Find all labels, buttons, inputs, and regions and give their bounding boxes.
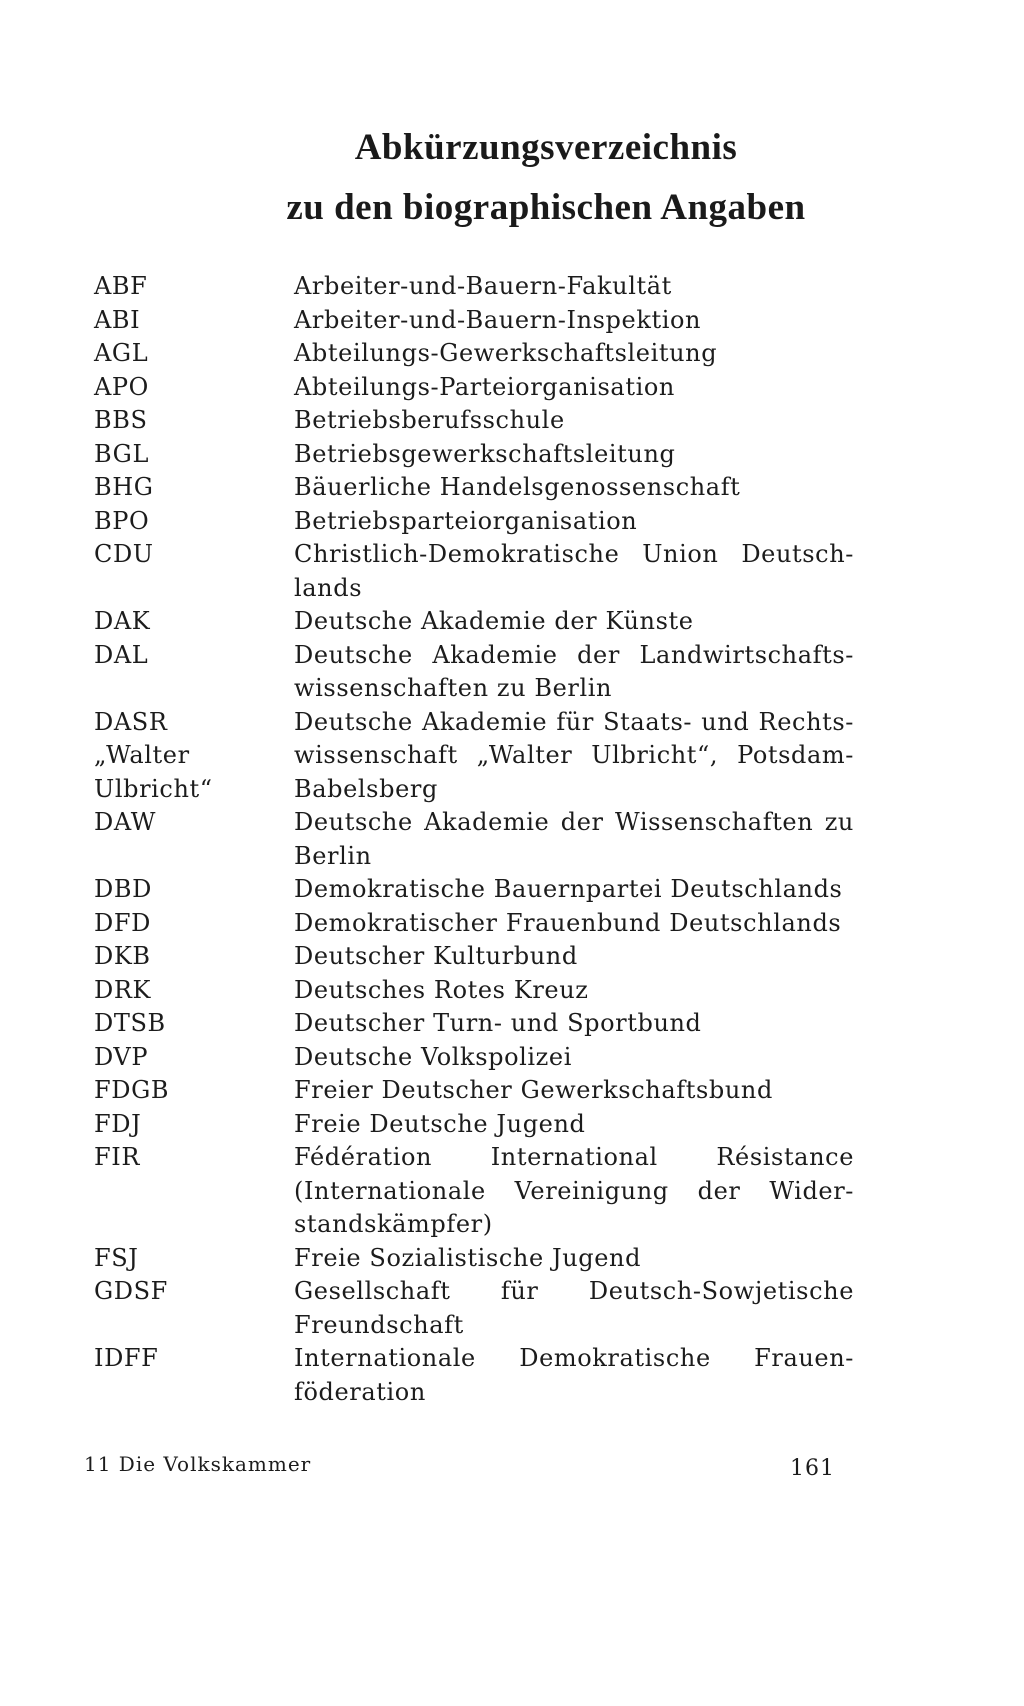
description-line: Deutscher Turn- und Sportbund xyxy=(294,1009,702,1037)
abbreviation: DAL xyxy=(94,640,149,669)
abbreviation-description xyxy=(294,974,854,1008)
abbreviation-entry xyxy=(94,1275,894,1342)
abbreviation-entry xyxy=(94,940,894,974)
description-line: Internationale Demokratische Frauen- xyxy=(294,1344,854,1372)
page-subtitle: zu den biographischen Angaben xyxy=(286,187,806,228)
page-number: 161 xyxy=(790,1456,835,1481)
description-line: Betriebsgewerkschaftsleitung xyxy=(294,439,676,468)
abbreviation-description xyxy=(294,706,854,807)
abbreviation-entry xyxy=(94,371,894,405)
footer-signature: 11 Die Volkskammer xyxy=(84,1452,312,1476)
description-line: standskämpfer) xyxy=(294,1210,493,1238)
abbreviation-entry xyxy=(94,974,894,1008)
description-line: wissenschaften zu Berlin xyxy=(294,674,613,702)
abbreviation-description xyxy=(294,605,854,639)
abbreviation-entry xyxy=(94,639,894,706)
abbreviation: FDJ xyxy=(94,1109,142,1138)
abbreviation: DAW xyxy=(94,808,157,836)
abbreviation: FIR xyxy=(94,1143,141,1171)
abbreviation: CDU xyxy=(94,540,154,568)
description-line: Deutsche Akademie für Staats- und Rechts- xyxy=(294,707,854,736)
description-line: Christlich-Demokratische Union Deutsch- xyxy=(294,540,854,568)
description-line: Demokratische Bauernpartei Deutschlands xyxy=(294,875,843,903)
abbreviation-entry xyxy=(94,706,894,807)
description-line: Freundschaft xyxy=(294,1310,464,1339)
abbreviation-entry xyxy=(94,505,894,539)
description-line: Bäuerliche Handelsgenossenschaft xyxy=(294,473,741,501)
description-line: Betriebsberufsschule xyxy=(294,406,565,434)
abbreviation-description xyxy=(294,907,854,941)
description-line: Deutsches Rotes Kreuz xyxy=(294,975,589,1004)
abbreviation-description xyxy=(294,873,854,907)
abbreviation-entry xyxy=(94,404,894,438)
abbreviation: DVP xyxy=(94,1042,149,1071)
description-line: Deutsche Akademie der Wissenschaften zu xyxy=(294,808,854,836)
abbreviation: DAK xyxy=(94,607,151,635)
abbreviation-entry xyxy=(94,1242,894,1276)
abbreviation-description xyxy=(294,639,854,706)
page-title: Abkürzungsverzeichnis xyxy=(354,127,738,168)
abbreviation: GDSF xyxy=(94,1277,168,1305)
abbreviation-entry xyxy=(94,605,894,639)
description-line: Gesellschaft für Deutsch-Sowjetische xyxy=(294,1277,854,1305)
abbreviation-description xyxy=(294,505,854,539)
abbreviation-description xyxy=(294,538,854,605)
abbreviation: DKB xyxy=(94,942,151,970)
abbreviation-entry xyxy=(94,1074,894,1108)
abbreviation-entry xyxy=(94,873,894,907)
abbreviation: BPO xyxy=(94,506,150,535)
abbreviation-entry xyxy=(94,1108,894,1142)
abbreviation-entry xyxy=(94,1141,894,1242)
abbreviation: DRK xyxy=(94,975,152,1004)
description-line: Demokratischer Frauenbund Deutschlands xyxy=(294,908,842,937)
description-line: Fédération International Résistance xyxy=(294,1143,854,1171)
abbreviation: IDFF xyxy=(94,1344,159,1372)
abbreviation-list xyxy=(94,270,894,1409)
description-line: Arbeiter-und-Bauern-Inspektion xyxy=(294,305,702,334)
abbreviation: DTSB xyxy=(94,1009,166,1037)
description-line: Freie Deutsche Jugend xyxy=(294,1109,586,1138)
abbreviation: DASR „Walter Ulbricht“ xyxy=(94,707,213,803)
abbreviation-description xyxy=(294,404,854,438)
abbreviation-entry xyxy=(94,471,894,505)
abbreviation-entry xyxy=(94,1342,894,1409)
description-line: Arbeiter-und-Bauern-Fakultät xyxy=(294,272,672,300)
abbreviation-description xyxy=(294,1242,854,1276)
description-line: föderation xyxy=(294,1377,426,1406)
abbreviation-description xyxy=(294,337,854,371)
description-line: Deutsche Volkspolizei xyxy=(294,1042,572,1071)
abbreviation-description xyxy=(294,1141,854,1242)
abbreviation: APO xyxy=(94,372,149,401)
description-line: Berlin xyxy=(294,841,372,870)
abbreviation-entry xyxy=(94,337,894,371)
abbreviation-description xyxy=(294,1108,854,1142)
abbreviation-description xyxy=(294,471,854,505)
abbreviation-entry xyxy=(94,806,894,873)
abbreviation: BHG xyxy=(94,473,154,501)
description-line: Abteilungs-Gewerkschaftsleitung xyxy=(294,339,718,367)
abbreviation-entry xyxy=(94,1041,894,1075)
abbreviation-description xyxy=(294,304,854,338)
abbreviation: DBD xyxy=(94,875,152,903)
abbreviation-entry xyxy=(94,907,894,941)
description-line: Deutsche Akademie der Landwirtschafts- xyxy=(294,640,854,669)
abbreviation: AGL xyxy=(94,339,149,367)
description-line: wissenschaft „Walter Ulbricht“, Potsdam- xyxy=(294,741,854,769)
abbreviation-description xyxy=(294,1041,854,1075)
abbreviation-description xyxy=(294,1074,854,1108)
abbreviation: BBS xyxy=(94,406,148,434)
abbreviation-description xyxy=(294,438,854,472)
abbreviation: ABF xyxy=(94,272,148,300)
abbreviation-entry xyxy=(94,538,894,605)
abbreviation-description xyxy=(294,1342,854,1409)
description-line: Betriebsparteiorganisation xyxy=(294,506,638,535)
abbreviation-entry xyxy=(94,304,894,338)
description-line: Deutsche Akademie der Künste xyxy=(294,607,694,635)
description-line: Deutscher Kulturbund xyxy=(294,942,578,970)
description-line: lands xyxy=(294,573,363,602)
description-line: Abteilungs-Parteiorganisation xyxy=(294,372,675,401)
abbreviation-description xyxy=(294,1007,854,1041)
abbreviation-description xyxy=(294,1275,854,1342)
abbreviation-description xyxy=(294,806,854,873)
abbreviation: FDGB xyxy=(94,1076,170,1104)
description-line: Babelsberg xyxy=(294,774,438,803)
description-line: Freier Deutscher Gewerkschaftsbund xyxy=(294,1076,773,1104)
abbreviation-description xyxy=(294,940,854,974)
description-line: Freie Sozialistische Jugend xyxy=(294,1243,642,1272)
description-line: (Internationale Vereinigung der Wider- xyxy=(294,1176,854,1205)
abbreviation-description xyxy=(294,270,854,304)
abbreviation: BGL xyxy=(94,439,149,468)
abbreviation: DFD xyxy=(94,908,151,937)
abbreviation-entry xyxy=(94,1007,894,1041)
abbreviation: FSJ xyxy=(94,1243,139,1272)
abbreviation-entry xyxy=(94,270,894,304)
abbreviation-description xyxy=(294,371,854,405)
abbreviation: ABI xyxy=(94,305,141,334)
abbreviation-entry xyxy=(94,438,894,472)
